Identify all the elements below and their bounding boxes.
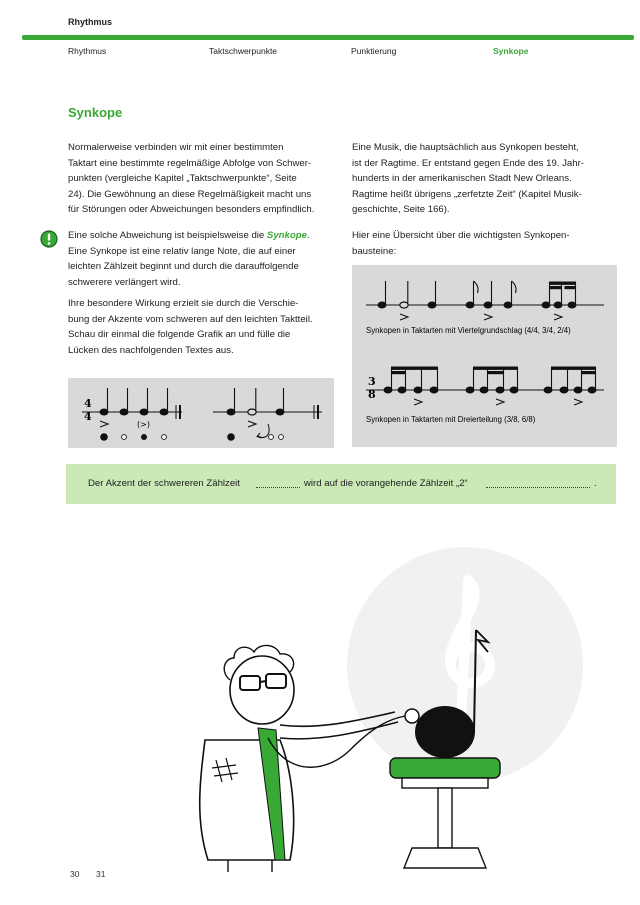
line: Eine Musik, die hauptsächlich aus Synkopen besteht,	[352, 142, 579, 153]
accent-paren: (>)	[137, 420, 150, 429]
syncope-overview-box	[352, 265, 617, 447]
page-title: Synkope	[68, 105, 123, 120]
fill-in-text-middle: wird auf die vorangehende Zählzeit „2“	[304, 478, 468, 489]
line: Hier eine Übersicht über die wichtigsten Synkopen-	[352, 230, 570, 241]
accent-mark	[100, 421, 108, 427]
nav-taktschwerpunkte[interactable]: Taktschwerpunkte	[209, 46, 278, 56]
quarter-note	[160, 409, 168, 415]
left-paragraph-1	[68, 140, 338, 218]
line: Lücken des nachfolgenden Textes aus.	[68, 344, 234, 356]
line: Taktart eine bestimmte regelmäßige Abfolge von Schwer-	[68, 157, 312, 169]
page-number-left: 30	[70, 869, 80, 879]
line: Normalerweise verbinden wir mit einer bestimmten	[68, 142, 284, 153]
nav-punktierung[interactable]: Punktierung	[351, 46, 397, 56]
blank-field-1[interactable]	[256, 478, 300, 488]
quarter-note	[100, 409, 108, 415]
line: Schau dir einmal die folgende Grafik an und fülle die	[68, 329, 291, 341]
blank-field-2[interactable]	[486, 478, 590, 488]
line: 24). Die Gewöhnung an diese Regelmäßigkeit macht uns	[68, 188, 312, 200]
line: bausteine:	[352, 245, 397, 257]
line: Eine solche Abweichung ist beispielsweise die Synkope.	[68, 230, 310, 241]
line: schwerere verlängert wird.	[68, 276, 181, 288]
line: punkten (vergleiche Kapitel „Taktschwerpunkte“, Seite	[68, 173, 297, 185]
strong-beat-dot	[100, 433, 108, 441]
line: geschichte, Seite 166).	[352, 204, 450, 216]
caption-compound-syncopes: Synkopen in Taktarten mit Dreierteilung (3/8, 6/8)	[366, 415, 536, 424]
accent-mark	[248, 421, 256, 427]
right-paragraph-2	[352, 228, 617, 259]
line: Eine Synkope ist eine relativ lange Note, die auf einer	[68, 245, 296, 257]
line: ist der Ragtime. Er entstand gegen Ende des 19. Jahr-	[352, 157, 584, 169]
caption-quarter-syncopes: Synkopen in Taktarten mit Viertelgrundschlag (4/4, 3/4, 2/4)	[366, 326, 571, 335]
time-sig-bottom: 8	[368, 388, 376, 401]
text: Eine solche Abweichung ist beispielsweise die	[68, 230, 267, 241]
fill-in-text-end: .	[594, 478, 597, 489]
left-paragraph-3	[68, 296, 343, 358]
nav-synkope[interactable]: Synkope	[493, 46, 529, 56]
nav-rhythmus[interactable]: Rhythmus	[68, 46, 107, 56]
section-label: Rhythmus	[68, 17, 113, 27]
time-sig-top: 4	[84, 397, 92, 410]
term-synkope: Synkope	[266, 230, 307, 241]
exclamation-circle-icon	[40, 230, 58, 248]
time-sig-bottom: 4	[84, 410, 92, 423]
line: hunderts in der amerikanischen Stadt New Orleans.	[352, 173, 572, 185]
accent-example-box	[68, 378, 334, 448]
quarter-note	[140, 409, 148, 415]
weak-beat-dot	[162, 435, 167, 440]
right-paragraph-1	[352, 140, 617, 218]
line: für Störungen oder Abweichungen besonders empfindlich.	[68, 204, 315, 216]
line: leichten Zählzeit beginnt und durch die darauffolgende	[68, 261, 299, 273]
medium-beat-dot	[141, 434, 147, 440]
header-rule	[22, 35, 634, 40]
fill-in-box	[66, 464, 616, 504]
syncope-overview-notation	[352, 265, 617, 447]
time-sig-top: 3	[368, 375, 376, 388]
left-paragraph-2	[68, 228, 343, 290]
weak-beat-dot	[122, 435, 127, 440]
line: Ihre besondere Wirkung erzielt sie durch die Verschie-	[68, 298, 299, 309]
doctor-with-stethoscope-illustration	[180, 620, 520, 875]
line: bung der Akzente vom schweren auf den leichten Taktteil.	[68, 313, 313, 325]
quarter-note	[120, 409, 128, 415]
fill-in-text-before: Der Akzent der schwereren Zählzeit	[88, 478, 240, 489]
page-number-right: 31	[96, 869, 106, 879]
accent-example-notation	[68, 378, 334, 448]
line: Ragtime heißt übrigens „zerfetzte Zeit“ (Kapitel Musik-	[352, 188, 582, 200]
